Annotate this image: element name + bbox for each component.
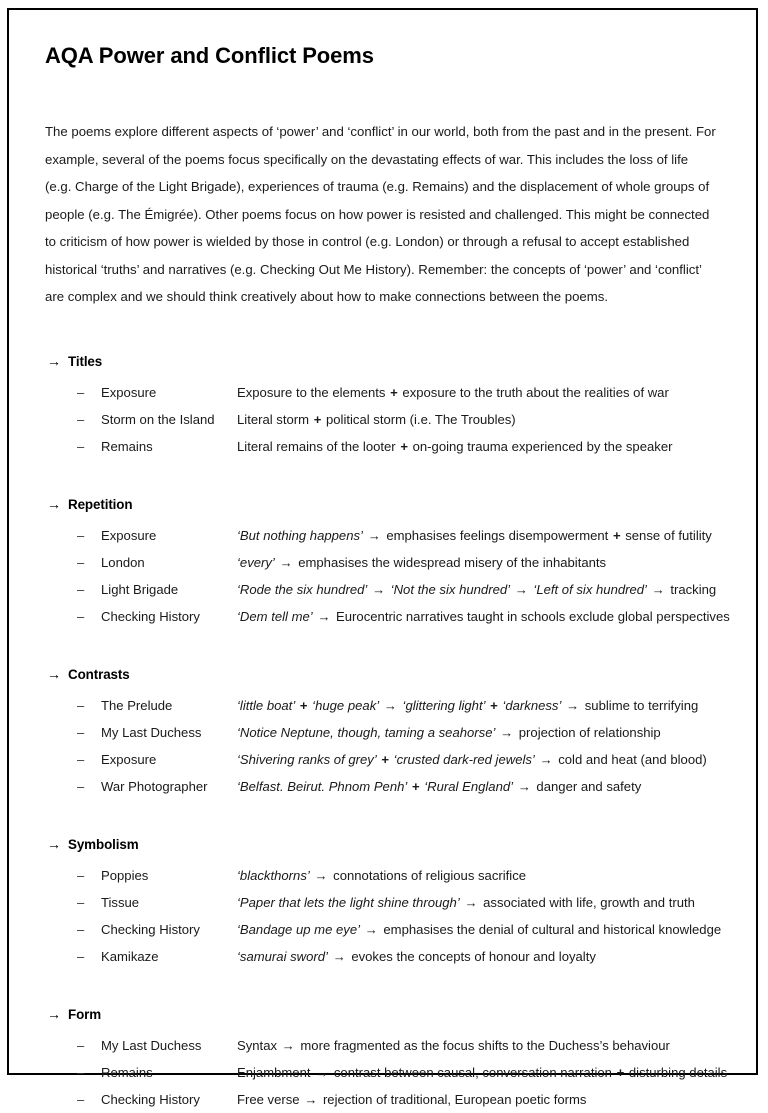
analysis-note-cell: ‘Bandage up me eye’ → emphasises the denial of cultural and historical knowledge — [237, 921, 722, 937]
section-heading-label: Symbolism — [68, 836, 139, 852]
analysis-note-cell: Literal storm + political storm (i.e. The Troubles) — [237, 411, 516, 427]
dash-bullet-icon: – — [77, 921, 85, 937]
analysis-note-cell: ‘little boat’ + ‘huge peak’ → ‘glittering light’ + ‘darkness’ → sublime to terrifying — [237, 697, 699, 713]
table-row — [43, 379, 730, 406]
arrow-right-icon: → — [47, 835, 61, 852]
table-row — [43, 522, 730, 549]
table-row — [43, 746, 730, 773]
poem-title-cell: Tissue — [101, 894, 140, 910]
dash-bullet-icon: – — [77, 411, 85, 427]
section-contrasts — [43, 664, 730, 800]
table-row — [43, 1059, 730, 1086]
section-heading — [43, 351, 730, 372]
table-row — [43, 1086, 730, 1113]
dash-bullet-icon: – — [77, 581, 85, 597]
dash-bullet-icon: – — [77, 527, 85, 543]
poem-title-cell: Exposure — [101, 384, 157, 400]
dash-bullet-icon: – — [77, 778, 85, 794]
table-row — [43, 576, 730, 603]
dash-bullet-icon: – — [77, 724, 85, 740]
section-repetition — [43, 494, 730, 630]
dash-bullet-icon: – — [77, 894, 85, 910]
section-rows — [43, 522, 730, 630]
poem-title-cell: My Last Duchess — [101, 724, 202, 740]
analysis-note-cell: ‘Rode the six hundred’ → ‘Not the six hundred’ → ‘Left of six hundred’ → tracking — [237, 581, 717, 597]
section-heading-label: Repetition — [68, 496, 133, 512]
section-rows — [43, 862, 730, 970]
analysis-note-cell: ‘every’ → emphasises the widespread misery of the inhabitants — [237, 554, 607, 570]
analysis-note-cell: ‘samurai sword’ → evokes the concepts of honour and loyalty — [237, 948, 596, 964]
table-row — [43, 862, 730, 889]
dash-bullet-icon: – — [77, 1064, 85, 1080]
poem-title-cell: Light Brigade — [101, 581, 179, 597]
poem-title-cell: Poppies — [101, 867, 149, 883]
section-heading — [43, 834, 730, 855]
dash-bullet-icon: – — [77, 438, 85, 454]
table-row — [43, 1032, 730, 1059]
dash-bullet-icon: – — [77, 867, 85, 883]
table-row — [43, 719, 730, 746]
arrow-right-icon: → — [47, 495, 61, 512]
poem-title-cell: War Photographer — [101, 778, 208, 794]
table-row — [43, 889, 730, 916]
analysis-note-cell: ‘blackthorns’ → connotations of religious sacrifice — [237, 867, 527, 883]
table-row — [43, 916, 730, 943]
dash-bullet-icon: – — [77, 554, 85, 570]
poem-title-cell: Kamikaze — [101, 948, 159, 964]
section-heading — [43, 664, 730, 685]
poem-title-cell: Exposure — [101, 751, 157, 767]
poem-title-cell: My Last Duchess — [101, 1037, 202, 1053]
dash-bullet-icon: – — [77, 1091, 85, 1107]
table-row — [43, 549, 730, 576]
poem-title-cell: Checking History — [101, 608, 200, 624]
analysis-note-cell: Exposure to the elements + exposure to the truth about the realities of war — [237, 384, 669, 400]
table-row — [43, 773, 730, 800]
table-row — [43, 943, 730, 970]
poem-title-cell: Storm on the Island — [101, 411, 215, 427]
poem-title-cell: Remains — [101, 1064, 153, 1080]
analysis-note-cell: Enjambment → contrast between causal, conversation narration + disturbing details — [237, 1064, 728, 1080]
analysis-note-cell: ‘Dem tell me’ → Eurocentric narratives taught in schools exclude global perspectives — [237, 608, 730, 624]
page-title: AQA Power and Conflict Poems — [45, 43, 374, 68]
analysis-note-cell: ‘Shivering ranks of grey’ + ‘crusted dark-red jewels’ → cold and heat (and blood) — [237, 751, 707, 767]
poem-title-cell: Exposure — [101, 527, 157, 543]
table-row — [43, 433, 730, 460]
section-heading-label: Titles — [68, 353, 103, 369]
document-body — [9, 10, 756, 1113]
section-symbolism — [43, 834, 730, 970]
section-rows — [43, 379, 730, 460]
section-heading-label: Contrasts — [68, 666, 130, 682]
section-titles — [43, 351, 730, 460]
analysis-note-cell: Literal remains of the looter + on-going trauma experienced by the speaker — [237, 438, 673, 454]
intro-paragraph: The poems explore different aspects of ‘power’ and ‘conflict’ in our world, both from the past and in the present. For example, several of the poems focus specifically on the devastating effects of war. This includes the loss of life (e.g. Charge of the Light Brigade), experiences of trauma (e.g. Remains) and the displacement of whole groups of people (e.g. The Émigrée). Other poems focus on how power is resisted and challenged. This might be connected to criticism of how power is wielded by those in control (e.g. London) or through a refusal to accept established historical ‘truths’ and narratives (e.g. Checking Out Me History). Remember: the concepts of ‘power’ and ‘conflict’ are complex and we should think creatively about how to make connections between the poems. — [45, 124, 716, 304]
poem-title-cell: Remains — [101, 438, 153, 454]
sections-container — [43, 351, 730, 1113]
dash-bullet-icon: – — [77, 1037, 85, 1053]
poem-title-cell: Checking History — [101, 1091, 200, 1107]
analysis-note-cell: Syntax → more fragmented as the focus shifts to the Duchess’s behaviour — [237, 1037, 670, 1053]
poem-title-cell: London — [101, 554, 145, 570]
arrow-right-icon: → — [47, 665, 61, 682]
arrow-right-icon: → — [47, 352, 61, 369]
section-heading-label: Form — [68, 1006, 102, 1022]
dash-bullet-icon: – — [77, 948, 85, 964]
arrow-right-icon: → — [47, 1005, 61, 1022]
section-rows — [43, 1032, 730, 1113]
section-heading — [43, 494, 730, 515]
dash-bullet-icon: – — [77, 751, 85, 767]
analysis-note-cell: ‘Notice Neptune, though, taming a seahorse’ → projection of relationship — [237, 724, 661, 740]
table-row — [43, 603, 730, 630]
section-heading — [43, 1004, 730, 1025]
dash-bullet-icon: – — [77, 384, 85, 400]
dash-bullet-icon: – — [77, 697, 85, 713]
analysis-note-cell: Free verse → rejection of traditional, European poetic forms — [237, 1091, 587, 1107]
dash-bullet-icon: – — [77, 608, 85, 624]
poem-title-cell: The Prelude — [101, 697, 173, 713]
table-row — [43, 692, 730, 719]
section-rows — [43, 692, 730, 800]
poem-title-cell: Checking History — [101, 921, 200, 937]
section-form — [43, 1004, 730, 1113]
table-row — [43, 406, 730, 433]
analysis-note-cell: ‘Belfast. Beirut. Phnom Penh’ + ‘Rural England’ → danger and safety — [237, 778, 642, 794]
analysis-note-cell: ‘But nothing happens’ → emphasises feelings disempowerment + sense of futility — [237, 527, 712, 543]
analysis-note-cell: ‘Paper that lets the light shine through’ → associated with life, growth and truth — [237, 894, 695, 910]
document-page — [7, 8, 758, 1107]
